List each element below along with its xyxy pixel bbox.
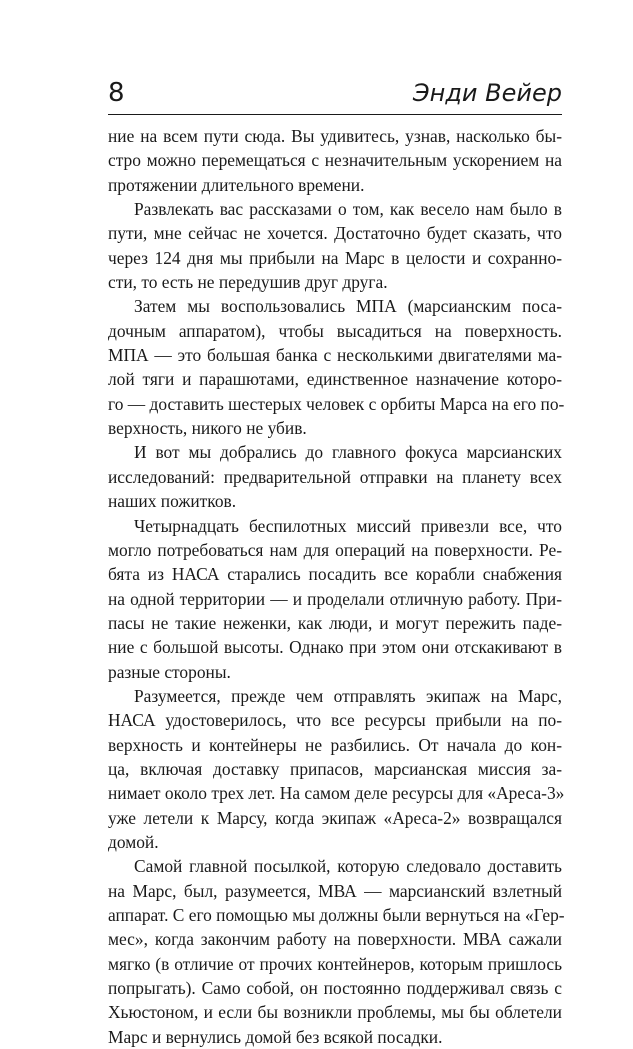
text-line: МПА — это большая банка с несколькими двигателями ма-	[108, 345, 562, 366]
text-line: на одной территории — и проделали отличную работу. При-	[108, 588, 562, 609]
text-line: Хьюстоном, и если бы возникли проблемы, мы бы облетели	[108, 1002, 562, 1023]
text-line: на Марс, был, разумеется, МВА — марсианский взлетный	[108, 880, 562, 901]
paragraph	[108, 514, 562, 684]
text-line: пути, мне сейчас не хочется. Достаточно будет сказать, что	[108, 223, 562, 244]
header-rule	[108, 114, 562, 115]
text-line: НАСА удостоверилось, что все ресурсы прибыли на по-	[108, 710, 562, 731]
paragraph	[108, 124, 562, 197]
text-line: Четырнадцать беспилотных миссий привезли все, что	[134, 515, 562, 536]
paragraph	[108, 440, 562, 513]
text-line: исследований: предварительной отправки на планету всех	[108, 466, 562, 487]
text-line: пасы не такие неженки, как люди, и могут пережить паде-	[108, 612, 562, 633]
text-line: лой тяги и парашютами, единственное назначение которо-	[108, 369, 562, 390]
text-line: домой.	[108, 831, 159, 852]
text-line: ние на всем пути сюда. Вы удивитесь, узнав, насколько бы-	[108, 126, 562, 146]
text-line: нимает около трех лет. На самом деле ресурсы для «Ареса-3»	[108, 783, 565, 804]
running-head-author: Энди Вейер	[412, 79, 562, 107]
text-line: Развлекать вас рассказами о том, как весело нам было в	[134, 199, 562, 220]
paragraph	[108, 294, 565, 440]
page-number: 8	[108, 78, 125, 108]
text-line: И вот мы добрались до главного фокуса марсианских	[134, 442, 562, 463]
paragraph	[108, 684, 565, 854]
text-line: мес», когда закончим работу на поверхности. МВА сажали	[108, 929, 562, 950]
paragraph	[108, 854, 565, 1049]
text-line: наших пожитков.	[108, 491, 237, 512]
text-line: мягко (в отличие от прочих контейнеров, которым пришлось	[108, 953, 562, 974]
paragraph	[108, 197, 562, 294]
text-line: стро можно перемещаться с незначительным ускорением на	[108, 150, 562, 171]
text-line: ние с большой высоты. Однако при этом они отскакивают в	[108, 637, 562, 658]
text-line: ца, включая доставку припасов, марсианская миссия за-	[108, 758, 562, 779]
text-line: через 124 дня мы прибыли на Марс в целости и сохранно-	[108, 247, 562, 268]
text-line: верхность и контейнеры не разбились. От начала до кон-	[108, 734, 562, 755]
text-line: сти, то есть не передушив друг друга.	[108, 272, 388, 293]
text-line: Затем мы воспользовались МПА (марсианским поса-	[134, 296, 562, 317]
text-line: верхность, никого не убив.	[108, 418, 307, 439]
page-header	[108, 72, 562, 116]
text-line: дочным аппаратом), чтобы высадиться на поверхность.	[108, 320, 562, 341]
text-line: протяжении длительного времени.	[108, 174, 365, 195]
text-line: Марс и вернулись домой без всякой посадки.	[108, 1026, 443, 1047]
text-line: попрыгать). Само собой, он постоянно поддерживал связь с	[108, 978, 562, 999]
text-line: Самой главной посылкой, которую следовало доставить	[134, 856, 562, 877]
text-line: разные стороны.	[108, 661, 231, 682]
text-line: бята из НАСА старались посадить все корабли снабжения	[108, 564, 562, 585]
book-body-text	[108, 124, 565, 1049]
text-line: могло потребоваться нам для операций на поверхности. Ре-	[108, 539, 562, 560]
text-line: аппарат. С его помощью мы должны были вернуться на «Гер-	[108, 905, 565, 925]
text-line: Разумеется, прежде чем отправлять экипаж на Марс,	[134, 685, 562, 706]
text-line: уже летели к Марсу, когда экипаж «Ареса-2» возвращался	[108, 807, 562, 828]
text-line: го — доставить шестерых человек с орбиты Марса на его по-	[108, 393, 565, 414]
